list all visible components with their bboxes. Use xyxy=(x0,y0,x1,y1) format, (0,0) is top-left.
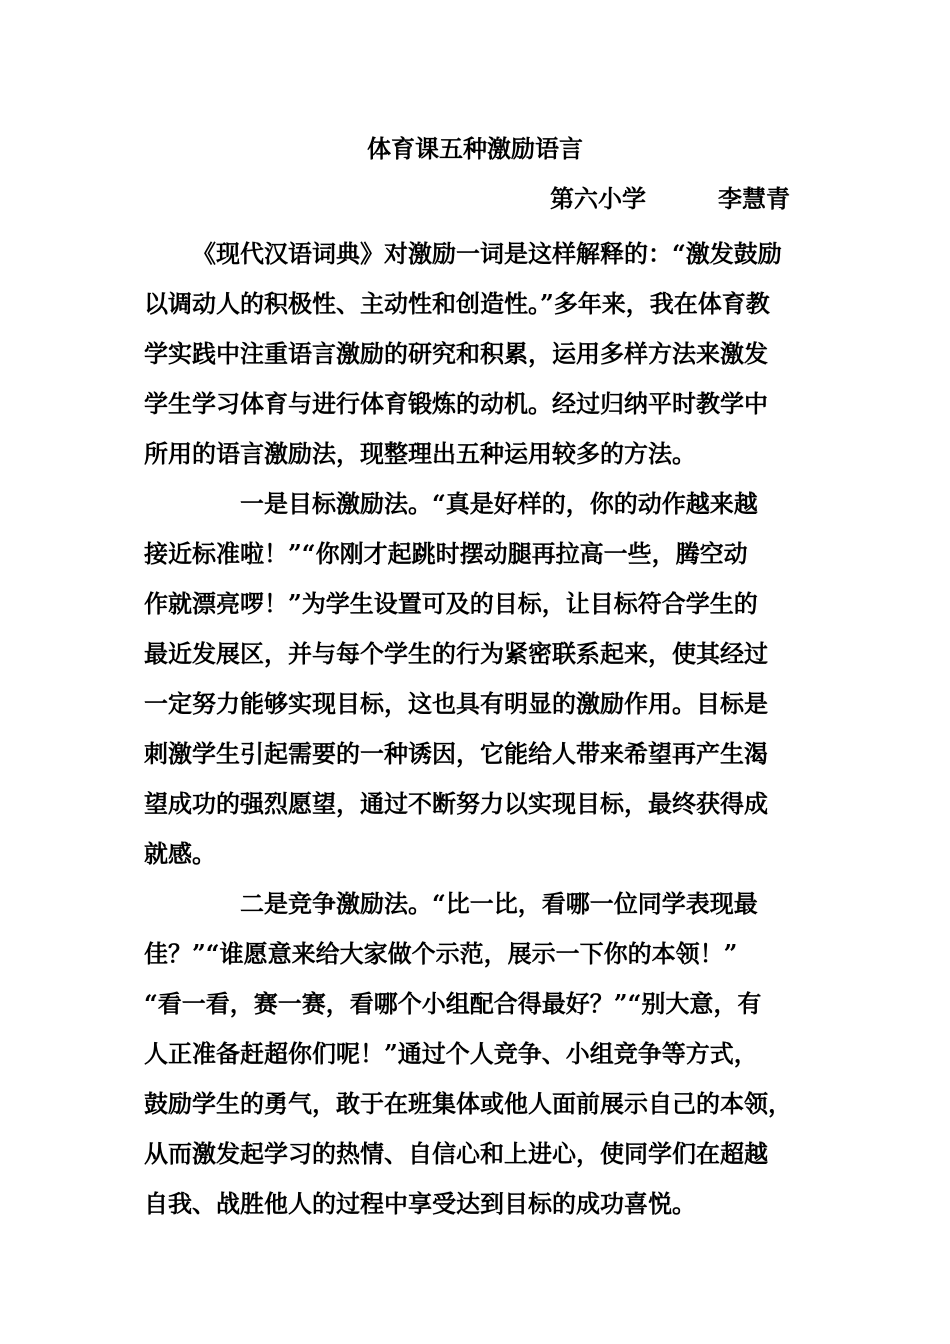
paragraph-line: 作就漂亮啰！”为学生设置可及的目标，让目标符合学生的 xyxy=(144,589,758,618)
paragraph-line: 接近标准啦！”“你刚才起跳时摆动腿再拉高一些，腾空动 xyxy=(144,539,748,568)
paragraph-line: 刺激学生引起需要的一种诱因，它能给人带来希望再产生渴 xyxy=(144,739,768,768)
author-name: 李慧青 xyxy=(718,184,790,213)
paragraph-line: 以调动人的积极性、主动性和创造性。”多年来，我在体育教 xyxy=(144,289,770,318)
paragraph-line: 人正准备赶超你们呢！”通过个人竞争、小组竞争等方式， xyxy=(144,1039,758,1068)
paragraph-line: 所用的语言激励法，现整理出五种运用较多的方法。 xyxy=(144,439,696,468)
document-title: 体育课五种激励语言 xyxy=(367,134,583,163)
paragraph-line: “看一看，赛一赛，看哪个小组配合得最好？”“别大意，有 xyxy=(144,989,762,1018)
paragraph-line: 二是竞争激励法。“比一比，看哪一位同学表现最 xyxy=(240,889,758,918)
school-name: 第六小学 xyxy=(550,184,646,213)
paragraph-line: 佳？”“谁愿意来给大家做个示范，展示一下你的本领！” xyxy=(144,939,738,968)
paragraph-goal-motivation xyxy=(144,479,810,879)
paragraph-line: 最近发展区，并与每个学生的行为紧密联系起来，使其经过 xyxy=(144,639,768,668)
paragraph-competition-motivation xyxy=(144,879,810,1229)
paragraph-line: 望成功的强烈愿望，通过不断努力以实现目标，最终获得成 xyxy=(144,789,768,818)
document-body xyxy=(144,229,810,1229)
paragraph-line: 一是目标激励法。“真是好样的，你的动作越来越 xyxy=(240,489,758,518)
paragraph-line: 自我、战胜他人的过程中享受达到目标的成功喜悦。 xyxy=(144,1189,696,1218)
author-line xyxy=(550,182,820,216)
paragraph-line: 从而激发起学习的热情、自信心和上进心，使同学们在超越 xyxy=(144,1139,768,1168)
paragraph-line: 鼓励学生的勇气，敢于在班集体或他人面前展示自己的本领， xyxy=(144,1089,792,1118)
paragraph-line: 学生学习体育与进行体育锻炼的动机。经过归纳平时教学中 xyxy=(144,389,768,418)
paragraph-intro xyxy=(144,229,810,479)
paragraph-line: 就感。 xyxy=(144,839,216,868)
paragraph-line: 《现代汉语词典》对激励一词是这样解释的：“激发鼓励 xyxy=(192,239,782,268)
paragraph-line: 学实践中注重语言激励的研究和积累，运用多样方法来激发 xyxy=(144,339,768,368)
paragraph-line: 一定努力能够实现目标，这也具有明显的激励作用。目标是 xyxy=(144,689,768,718)
